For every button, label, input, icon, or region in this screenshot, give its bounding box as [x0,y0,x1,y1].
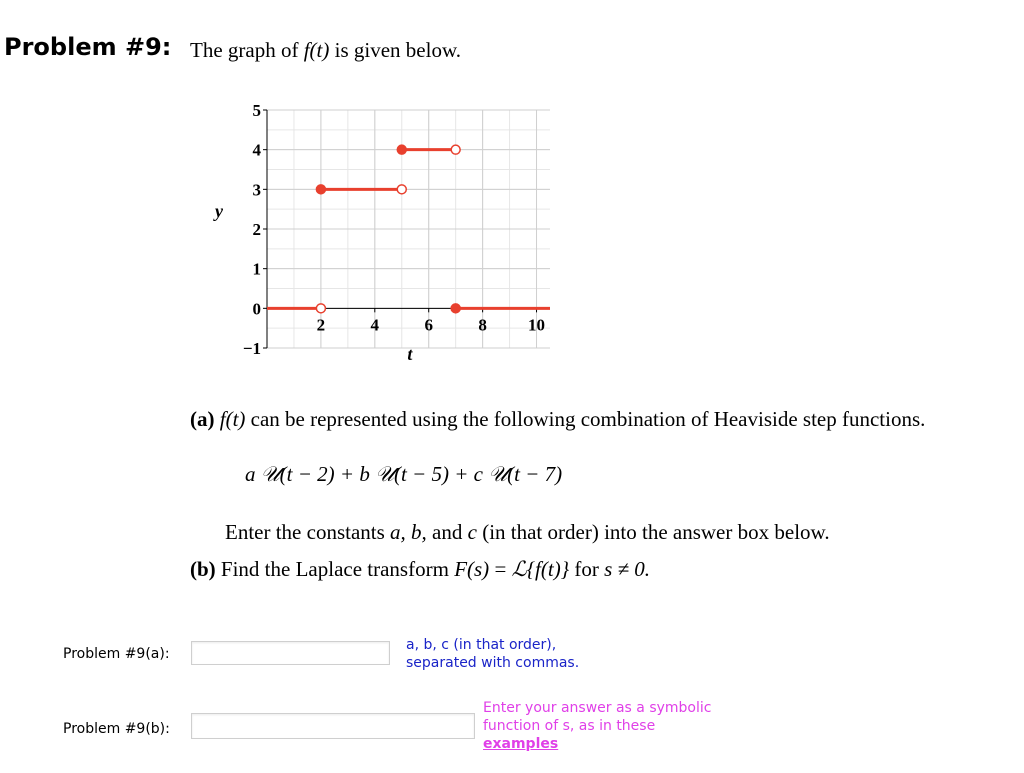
part-b-Fs: F(s) [454,557,490,581]
instruction-c: c [467,520,477,544]
answer-a-hint-line2: separated with commas. [406,655,580,671]
x-tick-label: 2 [316,315,326,335]
y-tick-label: 0 [252,299,261,319]
open-endpoint [316,304,325,313]
part-a-instruction [225,520,830,545]
x-tick-label: 4 [370,315,380,335]
part-a-tag: (a) [190,407,215,431]
open-endpoint [397,185,406,194]
x-tick-label: 10 [528,315,546,335]
y-tick-label: −1 [242,339,261,358]
problem-intro [190,38,461,63]
instruction-vars: a, b, [390,520,427,544]
answer-b-hint-line1: Enter your answer as a symbolic [483,700,712,716]
part-b-condition: s ≠ 0. [604,557,651,581]
answer-a-hint-line1: a, b, c (in that order), [406,637,557,653]
answer-a-hint [406,636,579,672]
part-b-for: for [574,557,599,581]
instruction-suffix: (in that order) into the answer box below. [482,520,830,544]
closed-endpoint [451,304,460,313]
function-graph [195,95,575,370]
answer-b-hint-line2: function of s, as in these [483,718,656,734]
closed-endpoint [316,185,325,194]
y-tick-label: 3 [252,180,261,200]
y-axis-label: y [215,201,223,222]
intro-func: f(t) [303,38,330,62]
part-b-text [190,557,650,582]
problem-label: Problem #9: [4,33,172,61]
x-tick-label: 6 [424,315,433,335]
instruction-prefix: Enter the constants [225,520,385,544]
part-b-equals: = [494,557,507,581]
closed-endpoint [397,145,406,154]
answer-b-hint [483,699,711,753]
y-tick-label: 2 [252,220,261,239]
y-tick-label: 5 [252,101,261,120]
answer-a-label: Problem #9(a): [63,646,170,662]
y-tick-label: 4 [252,140,261,160]
part-a-description: can be represented using the following combination of Heaviside step functions. [250,407,926,431]
part-b-laplace: ℒ{f(t)} [511,557,570,581]
examples-link[interactable]: examples [483,736,559,752]
intro-prefix: The graph of [190,38,299,62]
open-endpoint [451,145,460,154]
part-b-tag: (b) [190,557,216,581]
x-axis-label: t [407,344,413,364]
answer-b-input[interactable] [191,713,475,739]
instruction-and: and [432,520,463,544]
part-a-func: f(t) [219,407,246,431]
heaviside-formula: a 𝒰(t − 2) + b 𝒰(t − 5) + c 𝒰(t − 7) [245,462,563,486]
part-b-prefix: Find the Laplace transform [220,557,449,581]
y-tick-label: 1 [252,259,261,279]
answer-b-label: Problem #9(b): [63,721,170,737]
answer-a-input[interactable] [191,641,390,665]
part-a-text [190,407,925,432]
intro-suffix: is given below. [334,38,461,62]
x-tick-label: 8 [478,315,487,335]
